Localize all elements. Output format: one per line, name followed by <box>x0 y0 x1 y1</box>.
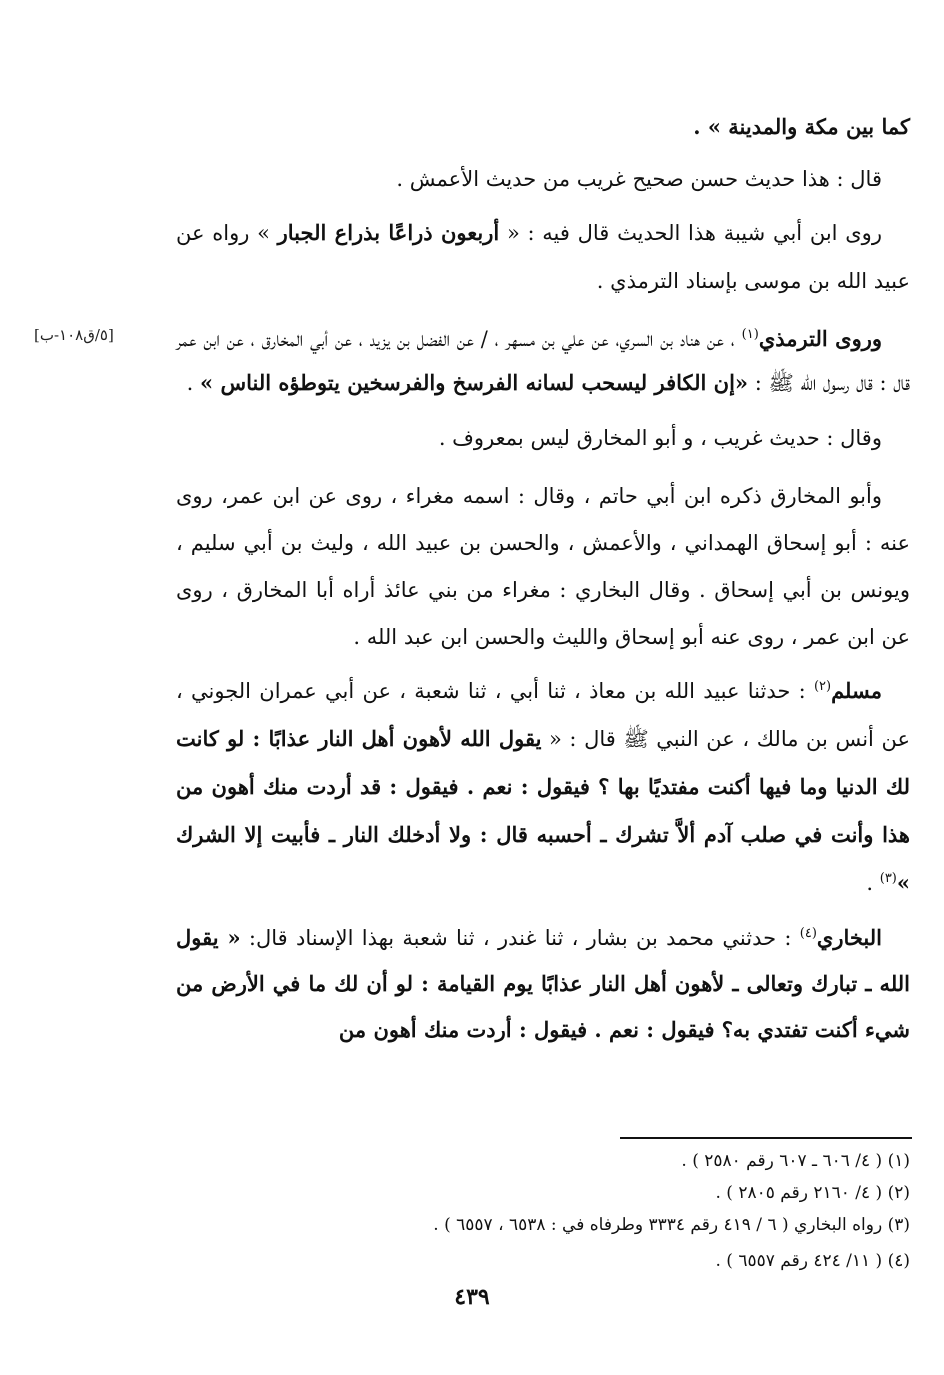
paragraph-5: وقال : حديث غريب ، و أبو المخارق ليس بمعروف . <box>438 426 882 450</box>
paragraph-7 <box>176 667 910 907</box>
footnote-2: (٢) ( ٤/ ٢١٦٠ رقم ٢٨٠٥ ) . <box>715 1183 910 1203</box>
p8-author: البخاري <box>816 925 882 950</box>
footnote-ref-1[interactable]: (١) <box>741 327 759 342</box>
paragraph-2: قال : هذا حديث حسن صحيح غريب من حديث الأعمش . <box>396 167 882 191</box>
p7-author: مسلم <box>831 678 882 703</box>
p4-author: وروى الترمذي <box>758 326 882 351</box>
paragraph-1: كما بين مكة والمدينة » . <box>693 114 910 139</box>
p8-quote: « يقول الله ـ تبارك وتعالى ـ لأهون أهل النار عذابًا يوم القيامة : لو أن لك ما في الأرض من شيء أكنت تفتدي به؟ فيقول : نعم . فيقول : أردت منك أهون من <box>176 925 910 1042</box>
paragraph-3 <box>176 209 910 305</box>
p3-quote: أربعون ذراعًا بذراع الجبار <box>277 220 500 245</box>
p4-end: . <box>186 371 194 395</box>
p7-quote: يقول الله لأهون أهل النار عذابًا : لو كانت لك الدنيا وما فيها أكنت مفتديًا بها ؟ فيقول : نعم . فيقول : قد أردت منك أهون من هذا وأنت في صلب آدم ألاَّ تشرك ـ أحسبه قال : ولا أدخلك النار ـ فأبيت إلا الشرك <box>176 726 910 847</box>
paragraph-6: وأبو المخارق ذكره ابن أبي حاتم ، وقال : اسمه مغراء ، روى عن ابن عمر، روى عنه : أبو إسحاق الهمداني ، والأعمش ، والحسن بن عبيد الله ، وليث بن أبي سليم ، ويونس بن أبي إسحاق . وقال البخاري : مغراء من بني عائذ أراه أبا المخارق ، روى عن ابن عمر ، روى عنه أبو إسحاق والليث والحسن ابن عبد الله . <box>176 484 910 649</box>
p4-text: ، عن هناد بن السري، عن علي بن مسهر ، / عن الفضل بن يزيد ، عن أبي المخارق ، عن ابن عمر قال : قال رسول الله ﷺ : <box>176 327 910 395</box>
main-text <box>176 101 910 1053</box>
footnote-ref-4[interactable]: (٤) <box>799 926 817 941</box>
p7-end: . <box>866 871 874 895</box>
manuscript-folio-note: [٥/ق١٠٨-ب] <box>34 326 114 344</box>
footnote-ref-3[interactable]: (٣) <box>879 871 897 886</box>
footnote-3: (٣) رواه البخاري ( ٦ / ٤١٩ رقم ٣٣٣٤ وطرفاه في : ٦٥٣٨ ، ٦٥٥٧ ) . <box>433 1215 910 1235</box>
p7-text: : حدثنا عبيد الله بن معاذ ، ثنا أبي ، ثنا شعبة ، عن أبي عمران الجوني ، عن أنس بن مالك ، عن النبي ﷺ قال : « <box>176 679 910 751</box>
paragraph-8 <box>176 915 910 1053</box>
p4-quote: «إن الكافر ليسحب لسانه الفرسخ والفرسخين يتوطؤه الناس » <box>200 370 749 395</box>
footnote-4: (٤) ( ١١/ ٤٢٤ رقم ٦٥٥٧ ) . <box>715 1251 910 1271</box>
p3-start: روى ابن أبي شيبة هذا الحديث قال فيه : « <box>506 221 882 245</box>
paragraph-4 <box>176 317 910 405</box>
p7-close: » <box>896 870 910 895</box>
footnote-1: (١) ( ٤/ ٦٠٦ ـ ٦٠٧ رقم ٢٥٨٠ ) . <box>681 1151 910 1171</box>
p8-text: : حدثني محمد بن بشار ، ثنا غندر ، ثنا شعبة بهذا الإسناد قال: <box>248 926 792 950</box>
p3-end: » رواه عن عبيد الله بن موسى بإسناد الترمذي . <box>176 221 910 293</box>
footnote-ref-2[interactable]: (٢) <box>813 679 832 694</box>
footnote-divider <box>620 1137 912 1139</box>
page-number: ٤٣٩ <box>454 1284 490 1310</box>
